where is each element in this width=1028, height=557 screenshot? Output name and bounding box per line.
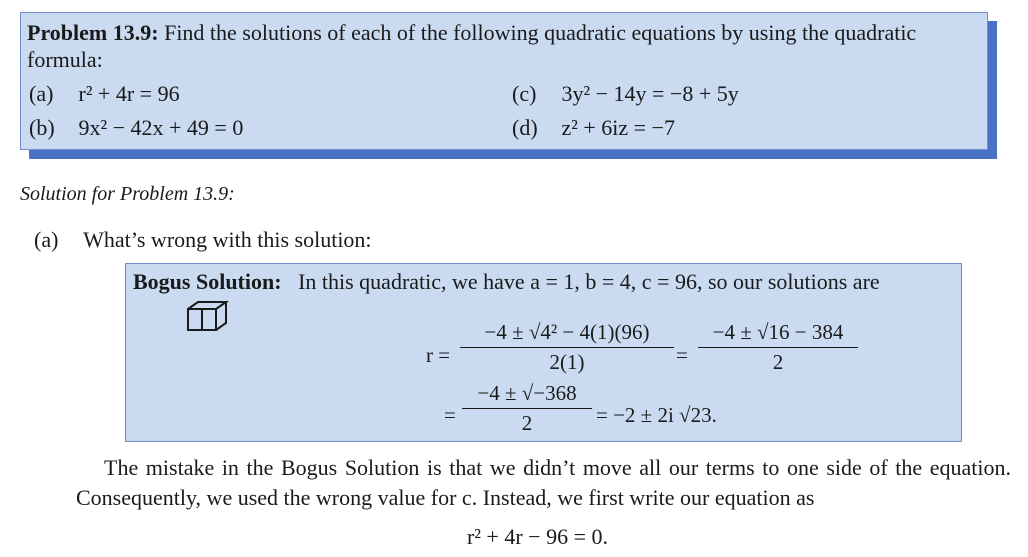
part-equation: z² + 6iz = −7 xyxy=(561,115,675,140)
bogus-cube-icon xyxy=(186,300,232,332)
fraction-3 xyxy=(462,381,592,436)
part-label: (b) xyxy=(29,115,55,140)
problem-part-a xyxy=(29,81,180,107)
bogus-label: Bogus Solution: xyxy=(133,269,282,294)
part-label: (a) xyxy=(34,227,59,252)
part-label: (a) xyxy=(29,81,54,106)
fraction-3-denominator: 2 xyxy=(521,411,533,435)
fraction-1 xyxy=(460,320,674,375)
result-tail: = −2 ± 2i √23. xyxy=(596,403,717,427)
part-label: (d) xyxy=(512,115,538,140)
fraction-2-denominator: 2 xyxy=(772,350,784,374)
bogus-intro-line xyxy=(133,269,880,295)
fraction-1-numerator: −4 ± √4² − 4(1)(96) xyxy=(460,320,674,348)
equals-1: = xyxy=(676,343,688,367)
part-label: (c) xyxy=(512,81,537,106)
part-equation: 9x² − 42x + 49 = 0 xyxy=(78,115,244,140)
part-equation: r² + 4r = 96 xyxy=(78,81,180,106)
problem-label: Problem 13.9: xyxy=(27,20,159,45)
fraction-2 xyxy=(698,320,858,375)
fraction-2-numerator: −4 ± √16 − 384 xyxy=(698,320,858,348)
problem-box xyxy=(20,12,988,150)
problem-statement xyxy=(27,19,982,73)
fraction-3-numerator: −4 ± √−368 xyxy=(462,381,592,409)
bogus-intro: In this quadratic, we have a = 1, b = 4, c = 96, so our solutions are xyxy=(298,269,880,294)
problem-part-c xyxy=(512,81,739,107)
solution-heading: Solution for Problem 13.9: xyxy=(20,183,235,205)
solution-part-a xyxy=(34,227,372,253)
eq-lhs: r = xyxy=(426,343,451,367)
problem-text: Find the solutions of each of the following quadratic equations by using the quadratic formula: xyxy=(27,20,917,72)
bogus-solution-box xyxy=(125,263,962,442)
problem-part-b xyxy=(29,115,243,141)
part-equation: 3y² − 14y = −8 + 5y xyxy=(561,81,739,106)
final-equation: r² + 4r − 96 = 0. xyxy=(467,524,608,549)
explanation-paragraph: The mistake in the Bogus Solution is that we didn’t move all our terms to one side of the equation. Consequently, we used the wrong value for c. Instead, we first write our equation as xyxy=(76,455,1011,510)
fraction-1-denominator: 2(1) xyxy=(549,350,585,374)
part-prompt: What’s wrong with this solution: xyxy=(83,227,372,252)
equals-2: = xyxy=(444,403,456,427)
problem-part-d xyxy=(512,115,675,141)
